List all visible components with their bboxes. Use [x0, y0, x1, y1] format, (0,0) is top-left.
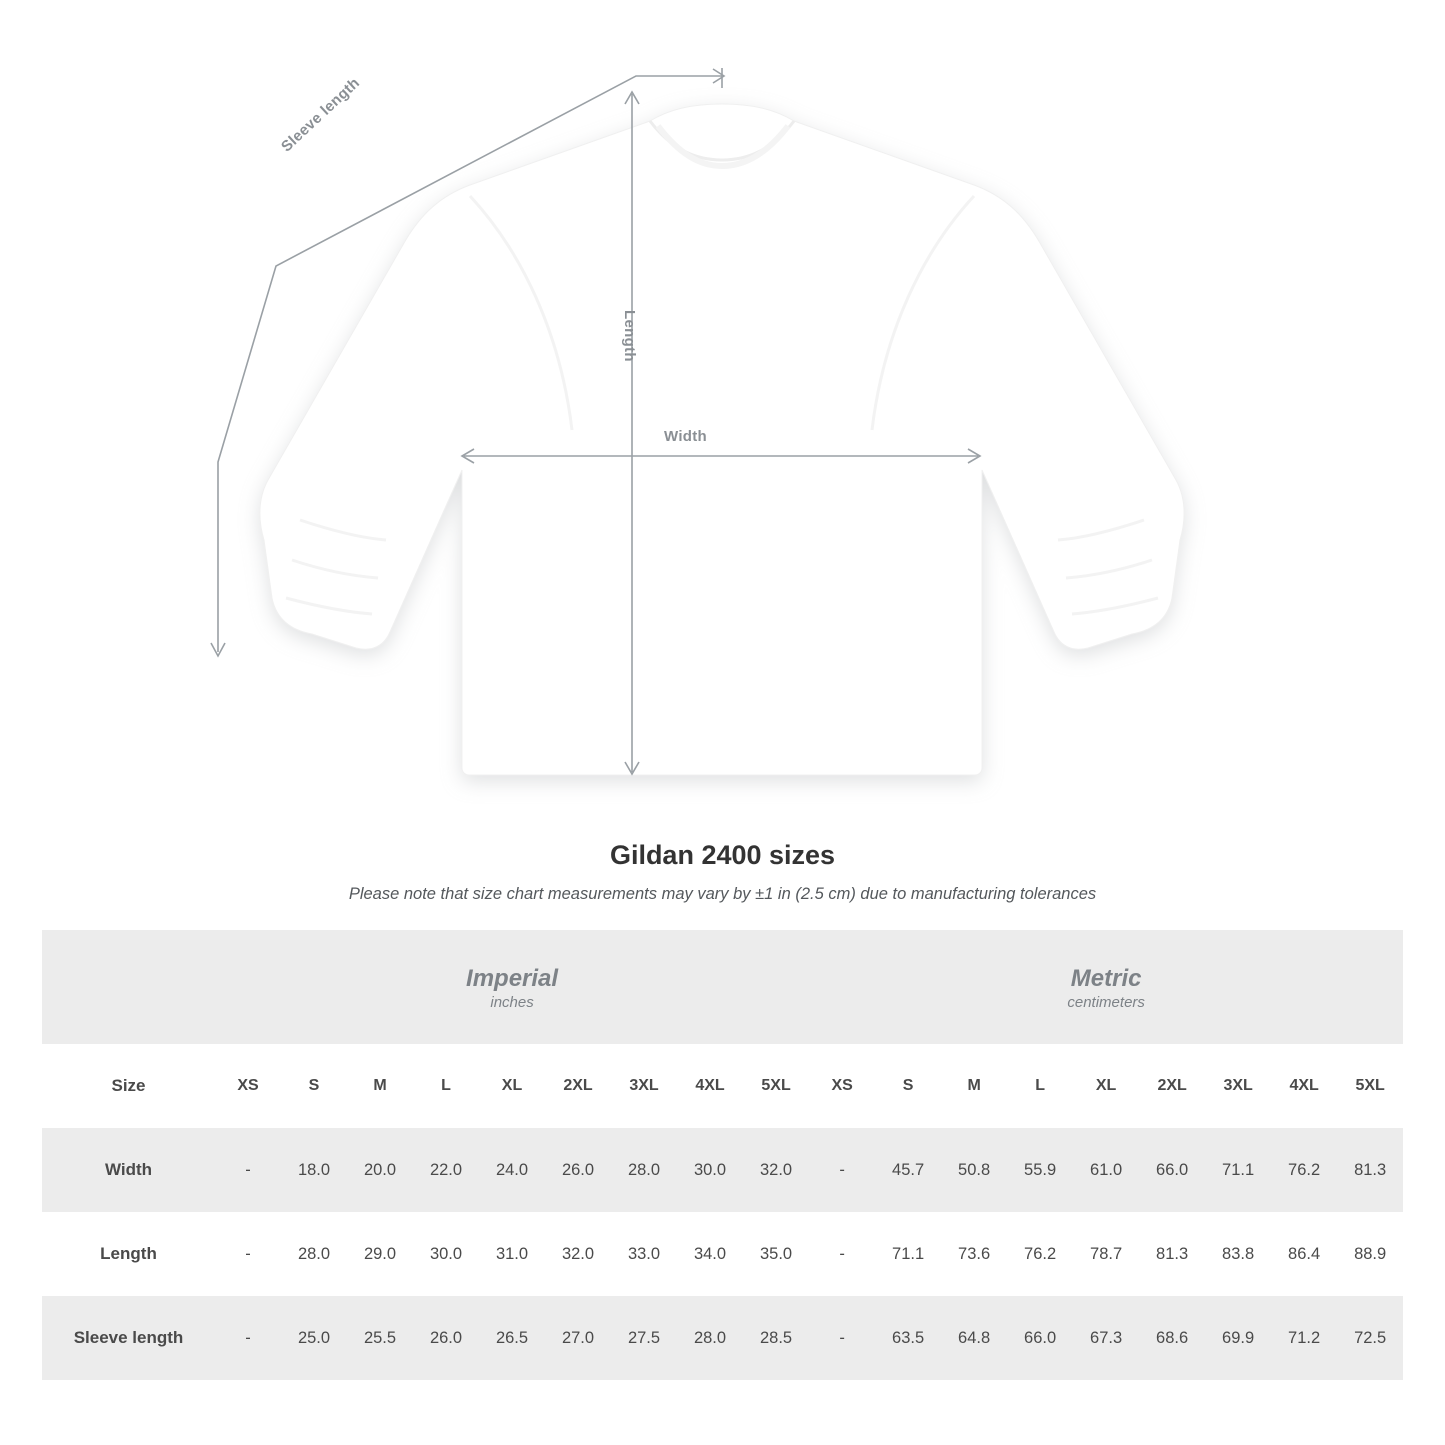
width-met-l: 55.9: [1007, 1128, 1073, 1212]
length-met-s: 71.1: [875, 1212, 941, 1296]
length-met-l: 76.2: [1007, 1212, 1073, 1296]
size-table: [42, 930, 1403, 1380]
unit-metric-cell: [809, 930, 1403, 1044]
size-header-imp-3xl: 3XL: [611, 1044, 677, 1128]
size-header-met-2xl: 2XL: [1139, 1044, 1205, 1128]
size-header-met-xs: XS: [809, 1044, 875, 1128]
unit-metric-name: Metric: [1070, 964, 1142, 992]
size-header-row: [42, 1044, 1403, 1128]
width-imp-4xl: 30.0: [677, 1128, 743, 1212]
length-imp-l: 30.0: [413, 1212, 479, 1296]
size-header-met-4xl: 4XL: [1271, 1044, 1337, 1128]
tolerance-note: Please note that size chart measurements may vary by ±1 in (2.5 cm) due to manufacturing tolerances: [348, 885, 1097, 903]
width-imp-s: 18.0: [281, 1128, 347, 1212]
table-row-sleeve-length: [42, 1296, 1403, 1380]
length-met-xs: -: [809, 1212, 875, 1296]
length-met-xl: 78.7: [1073, 1212, 1139, 1296]
sleeve-imp-5xl: 28.5: [743, 1296, 809, 1380]
unit-imperial-sub: inches: [490, 993, 534, 1011]
unit-metric-sub: centimeters: [1067, 993, 1145, 1011]
length-met-5xl: 88.9: [1337, 1212, 1403, 1296]
length-label: Length: [621, 310, 638, 362]
width-met-4xl: 76.2: [1271, 1128, 1337, 1212]
sleeve-met-m: 64.8: [941, 1296, 1007, 1380]
sleeve-met-2xl: 68.6: [1139, 1296, 1205, 1380]
size-header-met-l: L: [1007, 1044, 1073, 1128]
size-header-met-3xl: 3XL: [1205, 1044, 1271, 1128]
length-met-2xl: 81.3: [1139, 1212, 1205, 1296]
width-met-2xl: 66.0: [1139, 1128, 1205, 1212]
width-met-3xl: 71.1: [1205, 1128, 1271, 1212]
width-met-s: 45.7: [875, 1128, 941, 1212]
length-imp-xs: -: [215, 1212, 281, 1296]
sleeve-met-xs: -: [809, 1296, 875, 1380]
size-table-wrapper: [42, 930, 1403, 1380]
width-imp-xs: -: [215, 1128, 281, 1212]
length-imp-s: 28.0: [281, 1212, 347, 1296]
sleeve-imp-4xl: 28.0: [677, 1296, 743, 1380]
page-title: Gildan 2400 sizes: [609, 840, 836, 870]
size-header-imp-xs: XS: [215, 1044, 281, 1128]
size-header-imp-4xl: 4XL: [677, 1044, 743, 1128]
size-header-met-5xl: 5XL: [1337, 1044, 1403, 1128]
sleeve-imp-s: 25.0: [281, 1296, 347, 1380]
sleeve-imp-xl: 26.5: [479, 1296, 545, 1380]
sleeve-length-label: Sleeve length: [278, 74, 364, 156]
row-label-sleeve-length: Sleeve length: [42, 1296, 215, 1380]
unit-imperial-cell: [215, 930, 809, 1044]
sleeve-met-l: 66.0: [1007, 1296, 1073, 1380]
size-header-imp-2xl: 2XL: [545, 1044, 611, 1128]
width-label: Width: [664, 428, 708, 445]
unit-header-row: [42, 930, 1403, 1044]
size-header-label: Size: [42, 1044, 215, 1128]
length-met-4xl: 86.4: [1271, 1212, 1337, 1296]
shirt-shape: [260, 104, 1184, 775]
width-met-xl: 61.0: [1073, 1128, 1139, 1212]
size-header-met-m: M: [941, 1044, 1007, 1128]
length-imp-2xl: 32.0: [545, 1212, 611, 1296]
length-imp-3xl: 33.0: [611, 1212, 677, 1296]
sleeve-met-3xl: 69.9: [1205, 1296, 1271, 1380]
row-label-width: Width: [42, 1128, 215, 1212]
table-row-width: [42, 1128, 1403, 1212]
unit-imperial-name: Imperial: [466, 964, 559, 992]
sleeve-imp-3xl: 27.5: [611, 1296, 677, 1380]
width-imp-l: 22.0: [413, 1128, 479, 1212]
width-met-xs: -: [809, 1128, 875, 1212]
length-met-m: 73.6: [941, 1212, 1007, 1296]
table-row-length: [42, 1212, 1403, 1296]
size-header-imp-s: S: [281, 1044, 347, 1128]
sleeve-imp-m: 25.5: [347, 1296, 413, 1380]
sleeve-met-4xl: 71.2: [1271, 1296, 1337, 1380]
row-label-length: Length: [42, 1212, 215, 1296]
sleeve-imp-xs: -: [215, 1296, 281, 1380]
width-imp-2xl: 26.0: [545, 1128, 611, 1212]
sleeve-met-5xl: 72.5: [1337, 1296, 1403, 1380]
width-met-5xl: 81.3: [1337, 1128, 1403, 1212]
sleeve-met-xl: 67.3: [1073, 1296, 1139, 1380]
length-imp-xl: 31.0: [479, 1212, 545, 1296]
size-header-imp-l: L: [413, 1044, 479, 1128]
sleeve-met-s: 63.5: [875, 1296, 941, 1380]
width-met-m: 50.8: [941, 1128, 1007, 1212]
unit-blank-cell: [42, 930, 215, 1044]
size-header-imp-m: M: [347, 1044, 413, 1128]
size-header-imp-xl: XL: [479, 1044, 545, 1128]
width-imp-m: 20.0: [347, 1128, 413, 1212]
size-header-met-s: S: [875, 1044, 941, 1128]
size-header-imp-5xl: 5XL: [743, 1044, 809, 1128]
title-block: [0, 840, 1445, 904]
width-imp-3xl: 28.0: [611, 1128, 677, 1212]
length-imp-m: 29.0: [347, 1212, 413, 1296]
size-header-met-xl: XL: [1073, 1044, 1139, 1128]
sleeve-imp-l: 26.0: [413, 1296, 479, 1380]
length-imp-5xl: 35.0: [743, 1212, 809, 1296]
width-imp-xl: 24.0: [479, 1128, 545, 1212]
length-imp-4xl: 34.0: [677, 1212, 743, 1296]
sleeve-imp-2xl: 27.0: [545, 1296, 611, 1380]
width-imp-5xl: 32.0: [743, 1128, 809, 1212]
length-met-3xl: 83.8: [1205, 1212, 1271, 1296]
